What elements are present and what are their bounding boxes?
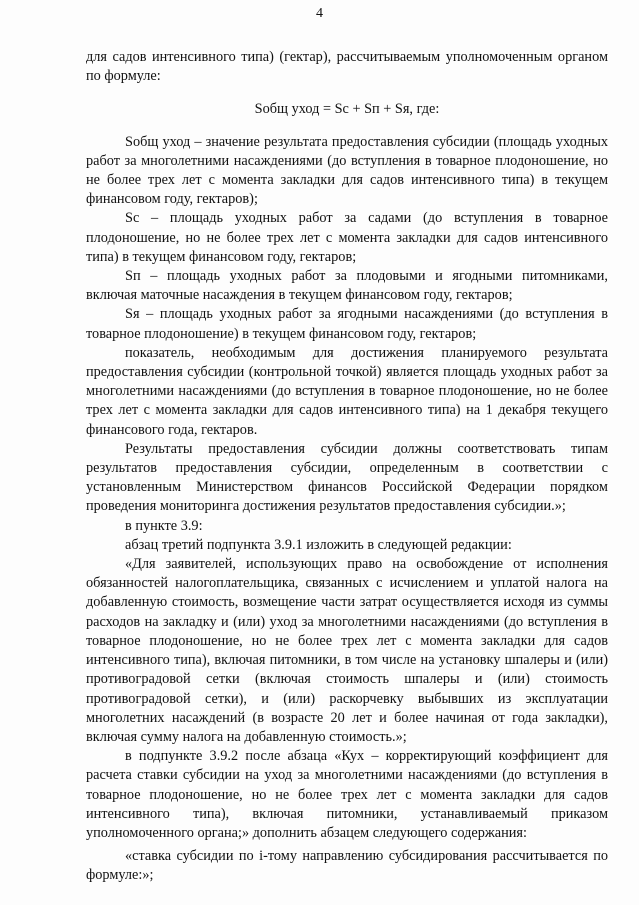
paragraph-quoted-text: «Для заявителей, использующих право на освобождение от исполнения обязанностей налогоплательщика, связанных с исчислением и уплатой налога на добавленную стоимость, возмещение части затрат осуществляется исходя из суммы расходов на закладку и (или) уход за многолетними насаждениями (до вступления в товарное плодоношение, но не более трех лет с момента закладки для садов интенсивного типа), включая питомники, в том числе на установку шпалеры и (или) противоградовой сетки (включая стоимость шпалеры и (или) стоимость противоградовой сетки), и (или) раскорчевку выбывших из эксплуатации многолетних насаждений (в возрасте 20 лет и более начиная от года закладки), включая сумму налога на добавленную стоимость.»; bbox=[86, 556, 608, 745]
paragraph-indicator: показатель, необходимым для достижения планируемого результата предоставления субсидии (контрольной точкой) является площадь уходных работ за многолетними насаждениями (до вступления в товарное плодоношение, но не более трех лет с момента закладки для садов интенсивного типа) на 1 декабря текущего финансового года, гектаров. bbox=[86, 344, 608, 438]
formula-total-area: Sобщ уход = Sс + Sп + Sя, где: bbox=[254, 101, 440, 118]
definition-s-total: Sобщ уход – значение результата предоставления субсидии (площадь уходных работ за многолетними насаждениями (до вступления в товарное плодоношение, но не более трех лет с момента закладки для садов интенсивного типа) в текущем финансовом году, гектаров); bbox=[86, 133, 608, 208]
paragraph-clause-3-9: в пункте 3.9: bbox=[125, 517, 203, 534]
paragraph-subclause-3-9-1: абзац третий подпункта 3.9.1 изложить в следующей редакции: bbox=[125, 536, 512, 553]
definition-s-berries: Sя – площадь уходных работ за ягодными насаждениями (до вступления в товарное плодоношение) в текущем финансовом году, гектаров; bbox=[86, 306, 608, 342]
page-number: 4 bbox=[316, 6, 323, 21]
paragraph-rate-formula: «ставка субсидии по i-тому направлению субсидирования рассчитывается по формуле:»; bbox=[86, 848, 608, 884]
definition-s-gardens: Sс – площадь уходных работ за садами (до вступления в товарное плодоношение, но не более трех лет с момента закладки для садов интенсивного типа) в текущем финансовом году, гектаров; bbox=[86, 210, 608, 265]
document-body bbox=[86, 48, 608, 886]
paragraph-results: Результаты предоставления субсидии должны соответствовать типам результатов предоставления субсидии, определенным в соответствии с установленным Министерством финансов Российской Федерации порядком проведения мониторинга достижения результатов предоставления субсидии.»; bbox=[86, 440, 608, 515]
definition-s-nurseries: Sп – площадь уходных работ за плодовыми и ягодными питомниками, включая маточные насаждения в текущем финансовом году, гектаров; bbox=[86, 268, 608, 304]
paragraph-continuation: для садов интенсивного типа) (гектар), рассчитываемым уполномоченным органом по формуле: bbox=[86, 49, 608, 85]
paragraph-subclause-3-9-2: в подпункте 3.9.2 после абзаца «Кух – корректирующий коэффициент для расчета ставки субсидии на уход за многолетними насаждениями (до вступления в товарное плодоношение, но не более трех лет с момента закладки для садов интенсивного типа), включая питомники, устанавливаемый приказом уполномоченного органа;» дополнить абзацем следующего содержания: bbox=[86, 748, 608, 841]
